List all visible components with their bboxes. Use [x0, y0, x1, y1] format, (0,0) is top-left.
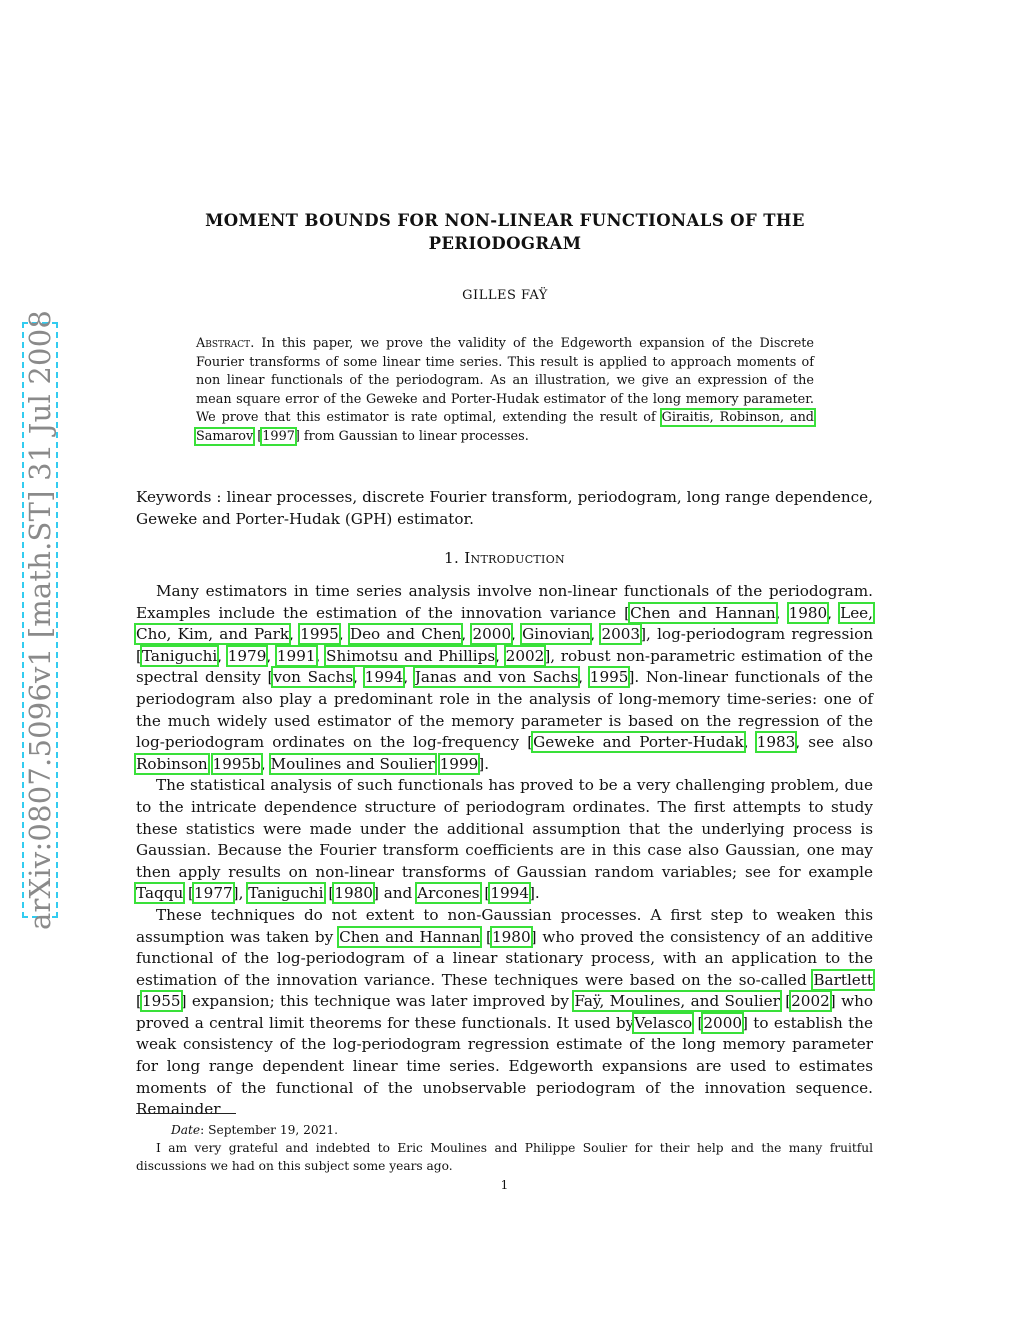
citation-link[interactable]: Lee, Cho, Kim, and Park — [136, 603, 873, 644]
citation-link[interactable]: Chen and Hannan — [630, 603, 776, 622]
author-name: GILLES FAŸ — [462, 288, 548, 303]
citation-link[interactable]: Taqqu — [136, 884, 184, 903]
text-run: ] to establish the weak consistency of the log-periodogram regression estimate of the long memory parameter for long range dependent linear time series. Edgeworth expansions are used to estimates moments of the functional of the unobservable periodogram of the innovation sequence. Remainder — [136, 1013, 873, 1119]
text-run: These techniques do not extent to non-Gaussian processes. A first step to weaken this assumption was taken by — [136, 905, 873, 946]
text-run: , — [775, 603, 789, 622]
text-run: [ — [480, 927, 492, 946]
footnote-acknowledgement: I am very grateful and indebted to Eric Moulines and Philippe Soulier for their help and the many fruitful discussions we had on this subject some years ago. — [136, 1141, 873, 1173]
page-number: 1 — [500, 1178, 509, 1192]
paper-title — [150, 209, 860, 255]
text-run: , — [511, 625, 523, 644]
citation-link[interactable]: Geweke and Porter-Hudak — [533, 733, 744, 752]
abstract — [196, 335, 814, 446]
citation-link[interactable]: Deo and Chen — [349, 625, 462, 644]
text-run: ], log-periodogram regression [ — [136, 625, 874, 665]
citation-link[interactable]: Taniguchi — [141, 646, 218, 665]
text-run: ] who proved a central limit theorems for these functionals. It used by — [136, 992, 873, 1032]
paper-title-line-1: MOMENT BOUNDS FOR NON-LINEAR FUNCTIONALS OF THE — [205, 211, 805, 230]
text-run — [208, 755, 213, 773]
citation-link[interactable]: Taniguchi — [248, 884, 324, 903]
citation-link[interactable]: 2002 — [505, 646, 545, 665]
text-run: [ — [183, 884, 194, 903]
footnote-date — [136, 1121, 873, 1139]
text-run: , see also — [795, 733, 874, 752]
citation-link[interactable]: 1980 — [788, 603, 828, 622]
citation-link[interactable]: Faÿ, Moulines, and Soulier — [574, 992, 780, 1011]
text-run: [ — [253, 428, 263, 444]
citation-link[interactable]: 1979 — [227, 646, 267, 665]
text-run: , — [289, 625, 301, 644]
citation-link[interactable]: Shimotsu and Phillips — [326, 646, 496, 665]
footnote-date-label: Date — [171, 1123, 201, 1137]
citation-link[interactable]: Giraitis, Robinson, and Samarov — [196, 410, 814, 444]
text-run: [ — [323, 884, 335, 903]
citation-link[interactable]: 1995b — [212, 754, 261, 773]
keywords: Keywords : linear processes, discrete Fourier transform, periodogram, long range dependence, Geweke and Porter-Hudak (GPH) estimator. — [136, 488, 873, 528]
citation-link[interactable]: 2000 — [703, 1013, 743, 1032]
text-run: [ — [692, 1013, 704, 1032]
text-run — [435, 755, 440, 773]
text-run: , — [315, 646, 327, 665]
citation-link[interactable]: 1995 — [589, 668, 629, 687]
citation-link[interactable]: Chen and Hannan — [339, 927, 481, 946]
paragraph — [136, 775, 873, 905]
text-run: , — [578, 668, 590, 687]
citation-link[interactable]: 2003 — [601, 625, 641, 644]
introduction-body — [136, 581, 873, 1121]
citation-link[interactable]: 1999 — [439, 754, 479, 773]
citation-link[interactable]: Moulines and Soulier — [270, 754, 435, 773]
citation-link[interactable]: 2002 — [791, 992, 830, 1011]
paragraph — [136, 905, 873, 1121]
text-run: , — [590, 625, 602, 644]
citation-link[interactable]: 1980 — [491, 927, 531, 946]
arxiv-identifier-stamp[interactable] — [22, 309, 58, 931]
citation-link[interactable]: 1955 — [141, 992, 181, 1011]
text-run: [ — [479, 884, 491, 903]
citation-link[interactable]: Velasco — [634, 1013, 693, 1032]
text-run: ] and — [372, 884, 418, 903]
text-run: , — [353, 668, 365, 687]
citation-link[interactable]: Janas and von Sachs — [414, 668, 579, 687]
text-run: , — [266, 646, 277, 665]
citation-link[interactable]: Robinson — [136, 754, 208, 773]
footnote-date-value: : September 19, 2021. — [200, 1123, 339, 1137]
text-run: , — [338, 625, 350, 644]
text-run: ]. — [528, 884, 540, 903]
abstract-text: In this paper, we prove the validity of the Edgeworth expansion of the Discrete Fourier transforms of some linear time series. This result is applied to approach moments of non linear functionals of the periodogram. As an illustration, we give an expression of the mean square error of the Geweke and Porter-Hudak estimator of the long memory parameter. We prove that this estimator is rate optimal, extending the result of — [196, 336, 814, 425]
text-run: ], — [232, 884, 249, 903]
arxiv-identifier-text: arXiv:0807.5096v1 [math.ST] 31 Jul 2008 — [23, 309, 57, 931]
citation-link[interactable]: 1991 — [276, 646, 316, 665]
footnote-divider — [136, 1113, 236, 1114]
text-run: ] expansion; this technique was later improved by — [180, 992, 575, 1011]
citation-link[interactable]: 1983 — [756, 733, 796, 752]
text-run: ] who proved the consistency of an additive functional of the log-periodogram of a linear stationary process, with an application to the estimation of the innovation variance. These techniques were based on the so-called — [136, 927, 873, 989]
text-run: , — [827, 603, 841, 622]
citation-link[interactable]: 1994 — [490, 884, 529, 903]
abstract-label: Abstract. — [196, 336, 255, 351]
citation-link[interactable]: 1994 — [364, 668, 404, 687]
section-title: Introduction — [464, 549, 565, 567]
citation-link[interactable]: Bartlett — [813, 970, 873, 989]
citation-link[interactable]: 2000 — [472, 625, 512, 644]
section-heading — [136, 549, 873, 567]
citation-link[interactable]: 1997 — [262, 428, 295, 444]
text-run: ]. — [478, 754, 490, 773]
citation-link[interactable]: Arcones — [417, 884, 480, 903]
text-run: ], robust non-parametric estimation of the spectral density [ — [136, 646, 874, 687]
text-run: [ — [779, 992, 792, 1011]
paper-title-line-2: PERIODOGRAM — [428, 234, 582, 253]
text-run: , — [495, 646, 506, 665]
citation-link[interactable]: Ginovian — [522, 625, 591, 644]
text-run: , — [461, 625, 473, 644]
text-run: , — [403, 668, 415, 687]
text-run: , — [217, 646, 228, 665]
citation-link[interactable]: 1980 — [334, 884, 373, 903]
text-run: , — [260, 754, 271, 773]
text-run: Many estimators in time series analysis involve non-linear functionals of the periodogram. Examples include the estimation of the innovation variance [ — [136, 582, 873, 622]
text-run: ] from Gaussian to linear processes. — [294, 428, 529, 444]
text-run: , — [743, 733, 757, 752]
citation-link[interactable]: 1995 — [300, 625, 339, 644]
text-run: The statistical analysis of such functionals has proved to be a very challenging problem, due to the intricate dependence structure of periodogram ordinates. The first attempts to study these statistics were made under the additional assumption that the underlying process is Gaussian. Because the Fourier transform coefficients are in this case also Gaussian, one may then apply results on non-linear transforms of Gaussian random variables; see for example — [136, 776, 873, 881]
text-run: [ — [136, 992, 142, 1011]
citation-link[interactable]: 1977 — [194, 884, 233, 903]
footnotes — [136, 1121, 873, 1175]
paragraph — [136, 581, 873, 775]
citation-link[interactable]: von Sachs — [273, 668, 354, 687]
section-number: 1. — [444, 549, 465, 567]
text-run: ]. Non-linear functionals of the periodogram also play a predominant role in the analysis of long-memory time-series: one of the much widely used estimator of the memory parameter is based on the regression of the log-periodogram ordinates on the log-frequency [ — [136, 668, 873, 752]
